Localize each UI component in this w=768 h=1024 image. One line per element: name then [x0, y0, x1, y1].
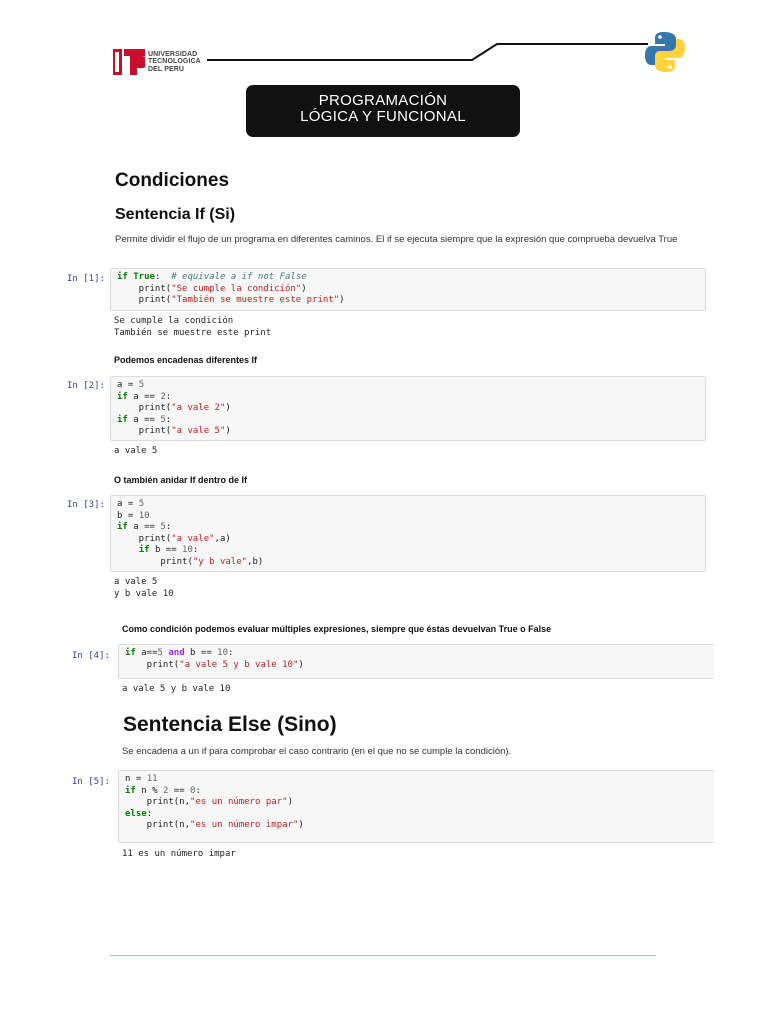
course-title-banner	[246, 85, 520, 137]
code-token: )	[339, 295, 345, 306]
code-token: 5	[160, 414, 166, 425]
code-token: b ==	[184, 648, 218, 658]
section-description: Permite dividir el flujo de un programa en diferentes caminos. El if se ejecuta siempre que la expresión que comprueba devuelva True	[115, 234, 678, 245]
code-token: "y b vale"	[192, 556, 248, 567]
code-token: ==	[168, 785, 191, 796]
code-token: "a vale"	[171, 533, 215, 544]
code-token: 10	[182, 545, 193, 556]
code-token: 5	[157, 648, 163, 658]
code-cell-4[interactable]	[118, 644, 714, 679]
cell-output-3: a vale 5 y b vale 10	[114, 577, 174, 599]
code-token: 5	[138, 499, 145, 509]
code-token: if	[117, 391, 128, 402]
code-token: 11	[146, 774, 158, 784]
code-token: )	[287, 797, 293, 808]
python-logo-icon	[643, 30, 687, 74]
cell-output-2: a vale 5	[114, 446, 158, 456]
code-token: : print(	[138, 414, 172, 437]
code-token: : print(	[146, 648, 234, 670]
code-token: "a vale 5 y b vale 10"	[179, 659, 299, 670]
code-token: 0	[190, 785, 196, 796]
code-token: n =	[125, 774, 147, 784]
code-token: )	[298, 659, 304, 670]
code-cell-5[interactable]	[118, 770, 714, 843]
cell-prompt: In [1]:	[67, 274, 105, 284]
code-token: 2	[162, 785, 169, 796]
cell-prompt: In [3]:	[67, 500, 105, 510]
cell-prompt: In [4]:	[72, 651, 110, 661]
section-subtitle: Sentencia If (Si)	[115, 206, 236, 223]
code-token: "También se muestre este print"	[171, 295, 340, 306]
code-token: 10	[138, 510, 150, 521]
code-token: : print(n,	[146, 785, 201, 808]
code-token: if	[117, 414, 128, 425]
section2-title: Sentencia Else (Sino)	[123, 713, 337, 736]
code-token: : print(	[138, 522, 172, 544]
code-token: b ==	[149, 545, 183, 556]
code-token: b =	[117, 510, 134, 521]
cell-output-1: Se cumple la condición También se muestre este print	[114, 316, 272, 338]
code-token: "a vale 2"	[171, 403, 226, 414]
code-token: a ==	[127, 391, 161, 402]
course-title-line2: LÓGICA Y FUNCIONAL	[300, 108, 466, 125]
code-token: : print(n,	[146, 808, 191, 831]
code-token: ) print(	[138, 283, 307, 306]
code-token: ,b)	[247, 556, 264, 567]
code-token: : print(	[138, 391, 172, 414]
code-token: : print(	[160, 545, 199, 567]
code-cell-3[interactable]	[110, 495, 706, 572]
code-token: "es un número par"	[190, 797, 288, 808]
cell-output-4: a vale 5 y b vale 10	[122, 684, 231, 694]
code-token: else	[125, 808, 147, 819]
course-title-line1: PROGRAMACIÓN	[318, 92, 448, 109]
cell-label-3: O también anidar If dentro de If	[114, 475, 248, 485]
code-token: "a vale 5"	[171, 426, 226, 437]
code-token: if	[125, 785, 136, 796]
code-token: a ==	[127, 414, 161, 425]
university-name: UNIVERSIDAD TECNOLOGICA DEL PERU	[148, 50, 201, 73]
code-token: )	[298, 820, 304, 831]
code-token: and	[168, 648, 185, 658]
code-token: if	[117, 272, 128, 282]
code-token: 5	[160, 522, 166, 533]
cell-label-2: Podemos encadenas diferentes If	[114, 355, 258, 365]
code-token: a==	[135, 648, 158, 658]
code-token: "Se cumple la condición"	[171, 283, 302, 294]
code-token: 5	[138, 380, 145, 390]
code-token: n %	[135, 785, 163, 796]
section2-description: Se encadena a un if para comprobar el caso contrario (en el que no se cumple la condición).	[122, 746, 512, 757]
cell-prompt: In [2]:	[67, 381, 105, 391]
cell-label-4: Como condición podemos evaluar múltiples expresiones, siempre que éstas devuelvan True o False	[122, 624, 552, 634]
code-token: a =	[117, 380, 139, 390]
section-title: Condiciones	[115, 170, 230, 191]
code-cell-2[interactable]	[110, 376, 706, 441]
code-token: if	[125, 648, 136, 658]
code-token: 10	[217, 648, 228, 658]
code-token: )	[225, 426, 231, 437]
code-token: if	[138, 545, 150, 556]
code-token: ,a)	[214, 533, 231, 544]
code-token: :	[154, 272, 172, 282]
code-token: print(	[138, 283, 172, 294]
code-token: a ==	[127, 522, 161, 533]
footer-divider	[110, 955, 656, 956]
code-token: )	[225, 403, 231, 414]
code-token: # equivale a if not False	[171, 272, 307, 282]
code-token: if	[117, 522, 128, 533]
code-token: a =	[117, 499, 139, 509]
cell-output-5: 11 es un número impar	[122, 849, 236, 859]
cell-prompt: In [5]:	[72, 777, 110, 787]
code-token: 2	[160, 391, 166, 402]
code-cell-1[interactable]	[110, 268, 706, 311]
code-token: "es un número impar"	[190, 820, 299, 831]
code-token: True	[133, 272, 155, 282]
